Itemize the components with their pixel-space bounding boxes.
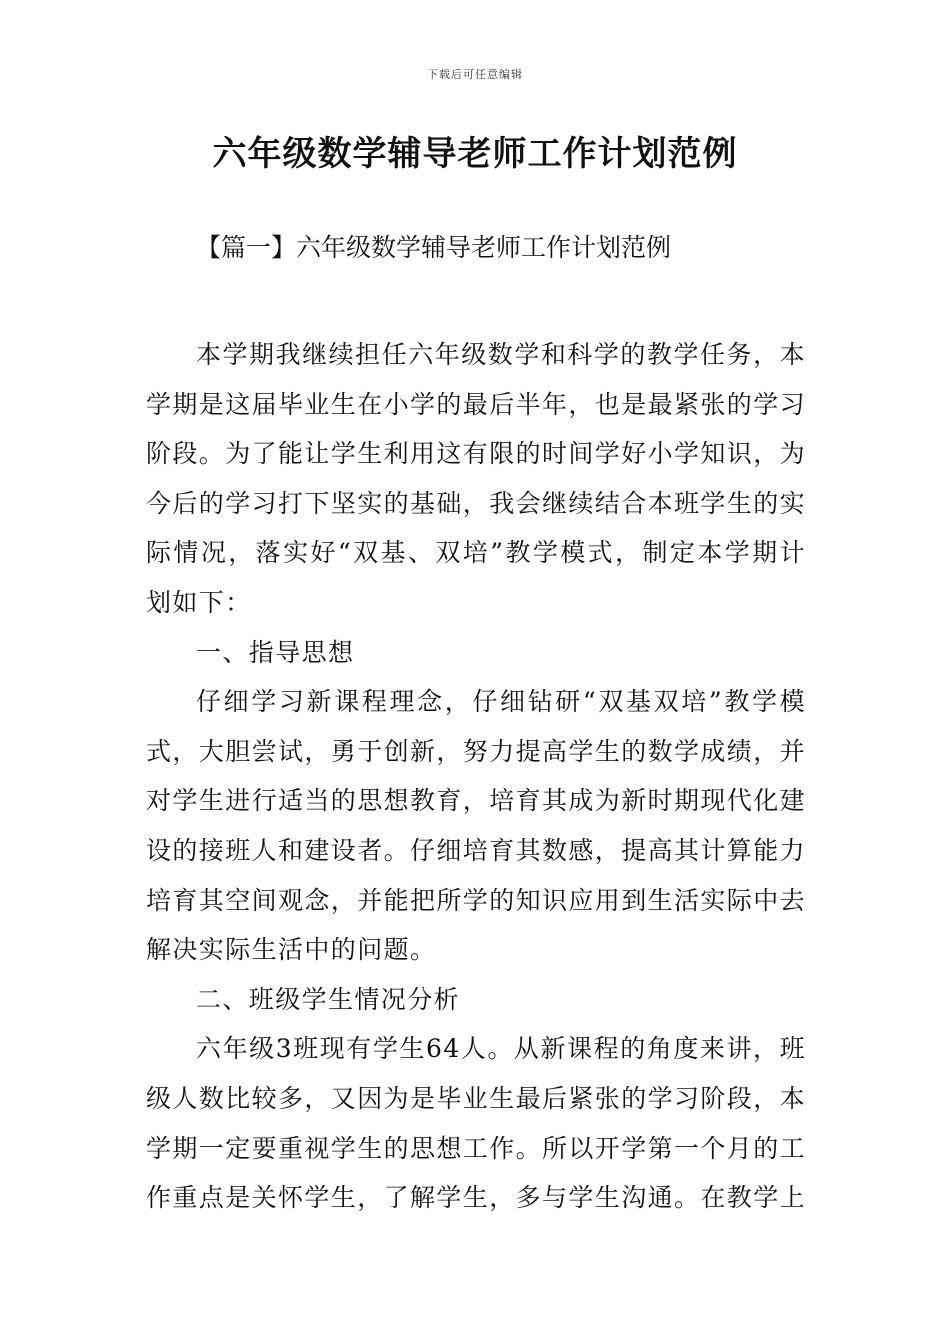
- section-heading: 【篇一】六年级数学辅导老师工作计划范例: [196, 233, 672, 262]
- document-body: [146, 330, 806, 1223]
- document-title: 六年级数学辅导老师工作计划范例: [212, 134, 738, 174]
- paragraph-class-analysis: 六年级3班现有学生64人。从新课程的角度来讲，班级人数比较多，又因为是毕业生最后紧张的学习阶段，本学期一定要重视学生的思想工作。所以开学第一个月的工作重点是关怀学生，了解学生，多与学生沟通。在教学上: [146, 1034, 807, 1213]
- header-note: 下载后可任意编辑: [427, 68, 523, 81]
- paragraph-intro: 本学期我继续担任六年级数学和科学的教学任务，本学期是这届毕业生在小学的最后半年，也是最紧张的学习阶段。为了能让学生利用这有限的时间学好小学知识，为今后的学习打下坚实的基础，我会继续结合本班学生的实际情况，落实好“双基、双培”教学模式，制定本学期计划如下：: [146, 340, 807, 617]
- paragraph-guiding-thought: 仔细学习新课程理念，仔细钻研“双基双培”教学模式，大胆尝试，勇于创新，努力提高学生的数学成绩，并对学生进行适当的思想教育，培育其成为新时期现代化建设的接班人和建设者。仔细培育其数感，提高其计算能力培育其空间观念，并能把所学的知识应用到生活实际中去解决实际生活中的问题。: [146, 687, 807, 965]
- heading-guiding-thought: 一、指导思想: [196, 637, 355, 667]
- heading-class-analysis: 二、班级学生情况分析: [196, 984, 461, 1014]
